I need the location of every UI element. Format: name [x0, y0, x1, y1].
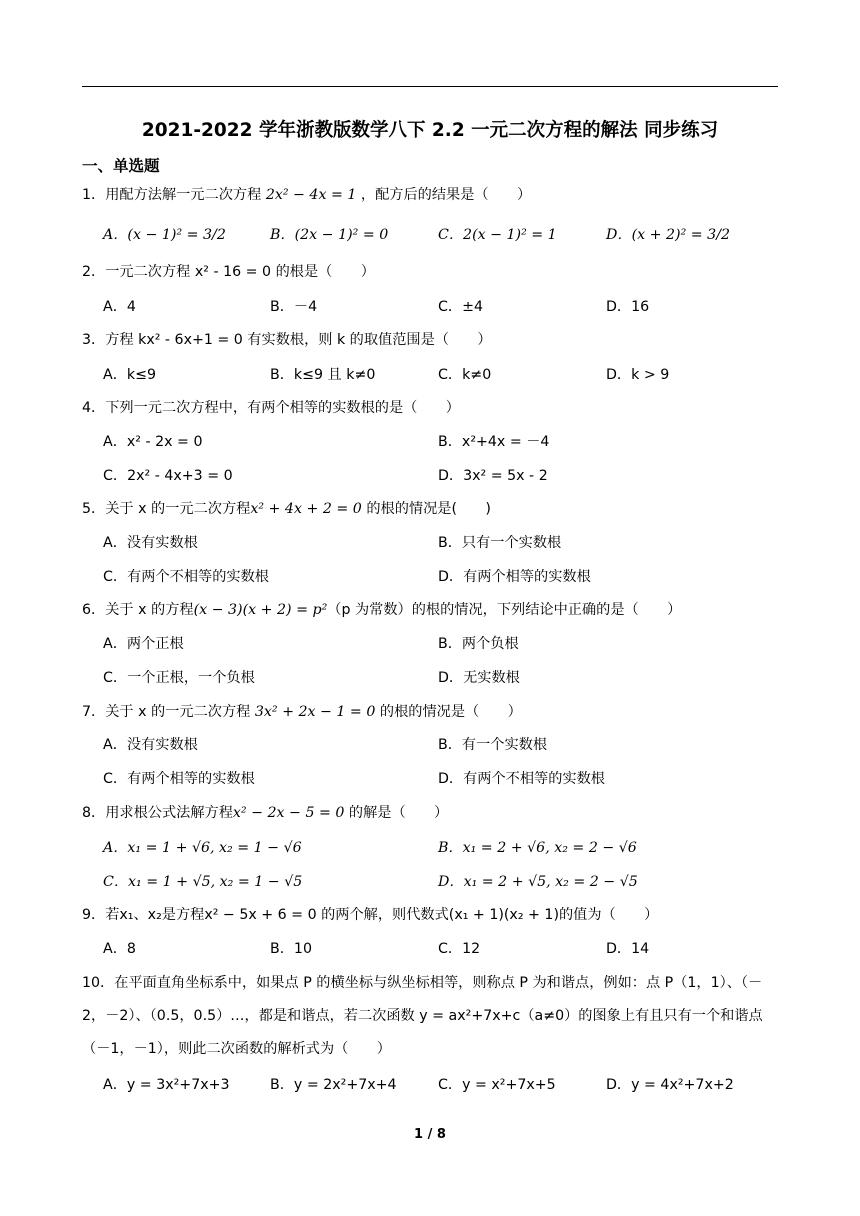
q4-option-a[interactable]: A．x² - 2x = 0: [103, 434, 203, 450]
page-number: 1 / 8: [414, 1127, 446, 1142]
q3-option-a[interactable]: A．k≤9: [103, 367, 157, 383]
question-2: 2．一元二次方程 x² - 16 = 0 的根是（ ）: [82, 264, 375, 280]
q1-option-c[interactable]: C．2(x − 1)² = 1: [438, 227, 557, 243]
question-8: 8．用求根公式法解方程x² − 2x − 5 = 0 的解是（ ）: [82, 805, 449, 821]
q8-option-a[interactable]: A．x₁ = 1 + √6, x₂ = 1 − √6: [103, 840, 302, 856]
q4-option-c[interactable]: C．2x² - 4x+3 = 0: [103, 468, 233, 484]
q4-option-d[interactable]: D．3x² = 5x - 2: [438, 468, 548, 484]
q7-option-b[interactable]: B．有一个实数根: [438, 737, 548, 753]
q2-option-d[interactable]: D．16: [606, 299, 650, 315]
question-3: 3．方程 kx² - 6x+1 = 0 有实数根，则 k 的取值范围是（ ）: [82, 332, 492, 348]
question-4: 4．下列一元二次方程中，有两个相等的实数根的是（ ）: [82, 400, 460, 416]
q7-option-d[interactable]: D．有两个不相等的实数根: [438, 771, 605, 787]
q8-option-d[interactable]: D．x₁ = 2 + √5, x₂ = 2 − √5: [438, 874, 638, 890]
q9-option-c[interactable]: C．12: [438, 941, 481, 957]
q10-option-c[interactable]: C．y = x²+7x+5: [438, 1077, 556, 1093]
q9-option-a[interactable]: A．8: [103, 941, 136, 957]
question-10: 10．在平面直角坐标系中，如果点 P 的横坐标与纵坐标相等，则称点 P 为和谐点，例如：点 P（1，1）、（－2，－2）、（0.5，0.5）…，都是和谐点，若二次函数 y = ax²+7x+c（a≠0）的图象上有且只有一个和谐点（－1，－1），则此二次函数的解析式为（ ）: [82, 975, 763, 1057]
q6-option-d[interactable]: D．无实数根: [438, 670, 520, 686]
q5-option-c[interactable]: C．有两个不相等的实数根: [103, 569, 269, 585]
question-5: 5．关于 x 的一元二次方程x² + 4x + 2 = 0 的根的情况是( ): [82, 501, 491, 517]
section-heading: 一、单选题: [82, 157, 160, 175]
q5-option-d[interactable]: D．有两个相等的实数根: [438, 569, 591, 585]
q3-option-c[interactable]: C．k≠0: [438, 367, 492, 383]
q10-option-b[interactable]: B．y = 2x²+7x+4: [270, 1077, 397, 1093]
q8-option-c[interactable]: C．x₁ = 1 + √5, x₂ = 1 − √5: [103, 874, 303, 890]
q2-option-b[interactable]: B．－4: [270, 299, 318, 315]
q3-option-d[interactable]: D．k > 9: [606, 367, 670, 383]
q2-option-a[interactable]: A．4: [103, 299, 136, 315]
page-title: 2021-2022 学年浙教版数学八下 2.2 一元二次方程的解法 同步练习: [141, 120, 719, 141]
q1-option-a[interactable]: A．(x − 1)² = 3/2: [103, 227, 226, 243]
header-rule: [82, 86, 778, 87]
q2-option-c[interactable]: C．±4: [438, 299, 484, 315]
q6-option-c[interactable]: C．一个正根，一个负根: [103, 670, 255, 686]
q1-option-b[interactable]: B．(2x − 1)² = 0: [270, 227, 389, 243]
question-9: 9．若x₁、x₂是方程x² − 5x + 6 = 0 的两个解，则代数式(x₁ + 1)(x₂ + 1)的值为（ ）: [82, 907, 659, 923]
q5-option-a[interactable]: A．没有实数根: [103, 535, 198, 551]
q1-option-d[interactable]: D．(x + 2)² = 3/2: [606, 227, 730, 243]
q10-option-a[interactable]: A．y = 3x²+7x+3: [103, 1077, 230, 1093]
q9-option-b[interactable]: B．10: [270, 941, 312, 957]
q9-option-d[interactable]: D．14: [606, 941, 650, 957]
q6-option-b[interactable]: B．两个负根: [438, 636, 519, 652]
question-6: 6．关于 x 的方程(x − 3)(x + 2) = p²（p 为常数）的根的情况，下列结论中正确的是（ ）: [82, 602, 682, 618]
q10-option-d[interactable]: D．y = 4x²+7x+2: [606, 1077, 734, 1093]
q7-option-c[interactable]: C．有两个相等的实数根: [103, 771, 255, 787]
question-7: 7．关于 x 的一元二次方程 3x² + 2x − 1 = 0 的根的情况是（ ）: [82, 704, 522, 720]
q8-option-b[interactable]: B．x₁ = 2 + √6, x₂ = 2 − √6: [438, 840, 637, 856]
q6-option-a[interactable]: A．两个正根: [103, 636, 184, 652]
q7-option-a[interactable]: A．没有实数根: [103, 737, 198, 753]
question-1: 1．用配方法解一元二次方程 2x² − 4x = 1 ，配方后的结果是（ ）: [82, 187, 532, 203]
q3-option-b[interactable]: B．k≤9 且 k≠0: [270, 367, 376, 383]
q4-option-b[interactable]: B．x²+4x = －4: [438, 434, 550, 450]
q5-option-b[interactable]: B．只有一个实数根: [438, 535, 562, 551]
